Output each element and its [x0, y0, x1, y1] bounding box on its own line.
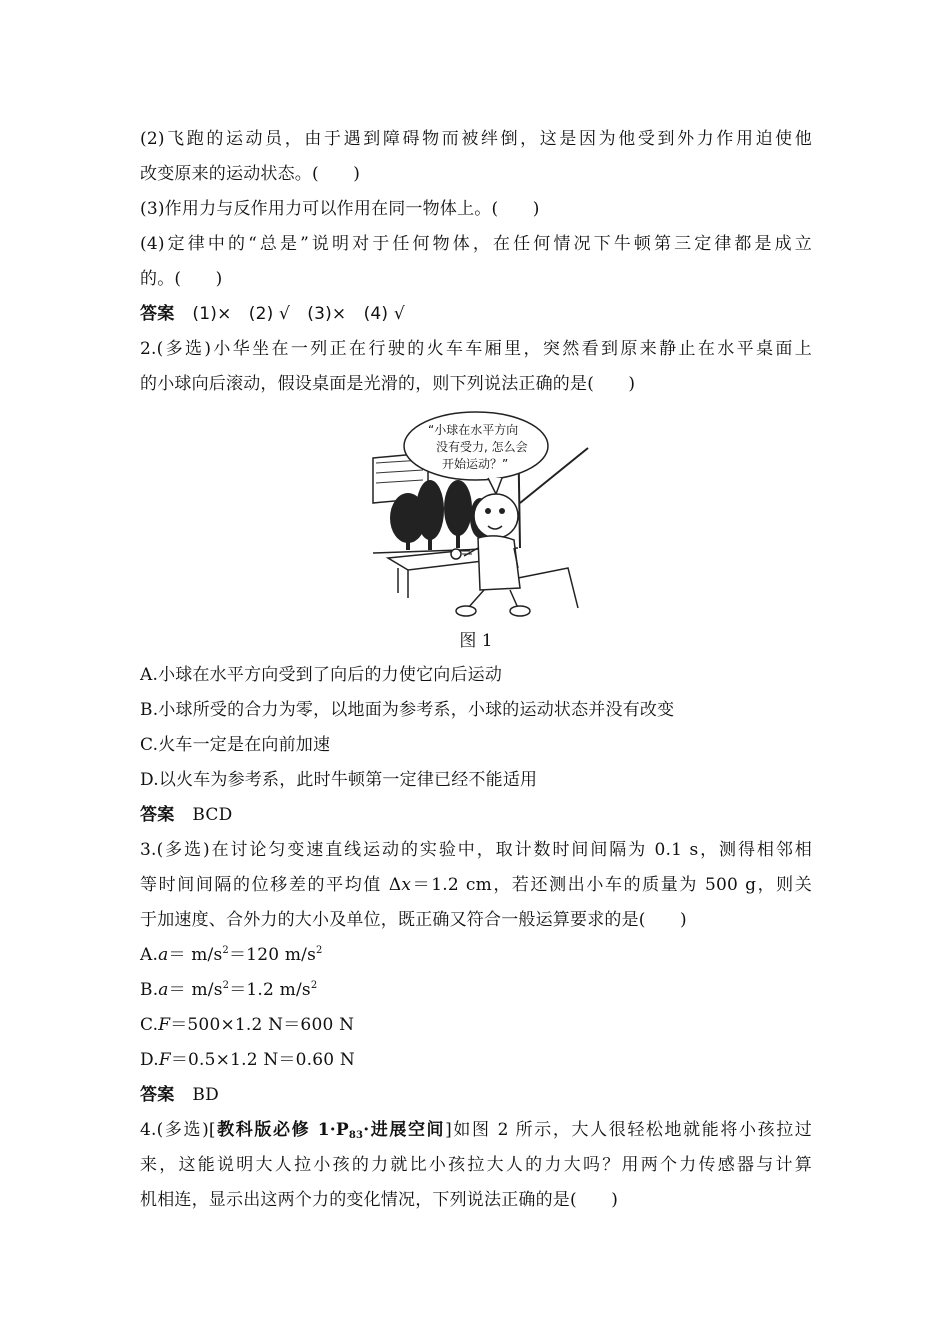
q3-stem-line2 [140, 868, 812, 903]
opt-prefix: C. [140, 1015, 159, 1035]
exponent: 2 [222, 980, 230, 991]
q1-item2-line2: 改变原来的运动状态。( ) [140, 164, 361, 184]
opt-prefix: D. [140, 1050, 159, 1070]
q2-option-b: B.小球所受的合力为零，以地面为参考系，小球的运动状态并没有改变 [140, 700, 675, 720]
opt-eq: ＝1.2 m/s [229, 980, 311, 1000]
opt-rest: ＝500×1.2 N＝600 N [170, 1015, 355, 1035]
figure-1-caption: 图 1 [459, 631, 493, 651]
var-a: a [158, 945, 169, 965]
opt-eq: ＝120 m/s [228, 945, 317, 965]
var-x: x [401, 875, 412, 895]
q2-stem-line2: 的小球向后滚动，假设桌面是光滑的，则下列说法正确的是( ) [140, 374, 636, 394]
q2-option-c: C.火车一定是在向前加速 [140, 735, 331, 755]
answer-label: 答案 [140, 805, 175, 825]
q1-answer [140, 297, 812, 332]
opt-prefix: B. [140, 980, 159, 1000]
page-sub: 83 [348, 1130, 364, 1141]
source-section: ·进展空间 [363, 1120, 446, 1140]
cartoon-illustration [368, 408, 596, 618]
q3-answer [140, 1078, 812, 1113]
q3-line2-b: ＝1.2 cm，若还测出小车的质量为 500 g，则关 [411, 875, 812, 895]
q2-option-a: A.小球在水平方向受到了向后的力使它向后运动 [140, 665, 503, 685]
figure-1 [140, 408, 812, 624]
q2-answer [140, 798, 812, 833]
bubble-text-line3: 开始运动？” [442, 457, 509, 471]
q2-stem-line1: 2.(多选)小华坐在一列正在行驶的火车车厢里，突然看到原来静止在水平桌面上 [140, 339, 812, 359]
exponent: 2 [316, 945, 323, 956]
exponent: 2 [310, 980, 318, 991]
q4-stem-line3: 机相连，显示出这两个力的变化情况，下列说法正确的是( ) [140, 1190, 619, 1210]
q3-option-b [140, 973, 812, 1008]
q3-stem-line1: 3.(多选)在讨论匀变速直线运动的实验中，取计数时间间隔为 0.1 s，测得相邻相 [140, 840, 812, 860]
var-a: a [158, 980, 169, 1000]
q3-option-d [140, 1043, 812, 1078]
answer-label: 答案 [140, 304, 175, 324]
q1-item2-line1: (2)飞跑的运动员，由于遇到障碍物而被绊倒，这是因为他受到外力作用迫使他 [140, 129, 812, 149]
exponent: 2 [222, 945, 229, 956]
opt-mid: ＝ m/s [168, 980, 223, 1000]
source-ref: 教科版必修 1·P [215, 1120, 349, 1140]
q4-line1-a: 4.(多选)[ [140, 1120, 216, 1140]
q4-line1-b: ]如图 2 所示，大人很轻松地就能将小孩拉过 [445, 1120, 813, 1140]
bubble-text-line2: 没有受力, 怎么会 [436, 440, 528, 454]
document-page [140, 122, 812, 1218]
var-f: F [158, 1050, 171, 1070]
q3-option-a [140, 938, 812, 973]
opt-mid: ＝ m/s [168, 945, 223, 965]
answer-text: BCD [192, 805, 233, 825]
answer-text: BD [192, 1085, 219, 1105]
q1-item3: (3)作用力与反作用力可以作用在同一物体上。( ) [140, 199, 540, 219]
opt-prefix: A. [140, 945, 159, 965]
q1-item4-line1: (4)定律中的“总是”说明对于任何物体，在任何情况下牛顿第三定律都是成立 [140, 234, 812, 254]
q3-option-c [140, 1008, 812, 1043]
q1-item4-line2: 的。( ) [140, 269, 223, 289]
q4-stem-line1 [140, 1113, 812, 1148]
q3-stem-line3: 于加速度、合外力的大小及单位，既正确又符合一般运算要求的是( ) [140, 910, 687, 930]
bubble-text-line1: “小球在水平方向 [428, 423, 519, 437]
answer-text: (1)× (2) √ (3)× (4) √ [192, 304, 405, 324]
q4-stem-line2: 来，这能说明大人拉小孩的力就比小孩拉大人的力大吗？用两个力传感器与计算 [140, 1155, 812, 1175]
var-f: F [158, 1015, 171, 1035]
opt-rest: ＝0.5×1.2 N＝0.60 N [170, 1050, 355, 1070]
q2-option-d: D.以火车为参考系，此时牛顿第一定律已经不能适用 [140, 770, 538, 790]
q3-line2-a: 等时间间隔的位移差的平均值 Δ [140, 875, 402, 895]
answer-label: 答案 [140, 1085, 175, 1105]
